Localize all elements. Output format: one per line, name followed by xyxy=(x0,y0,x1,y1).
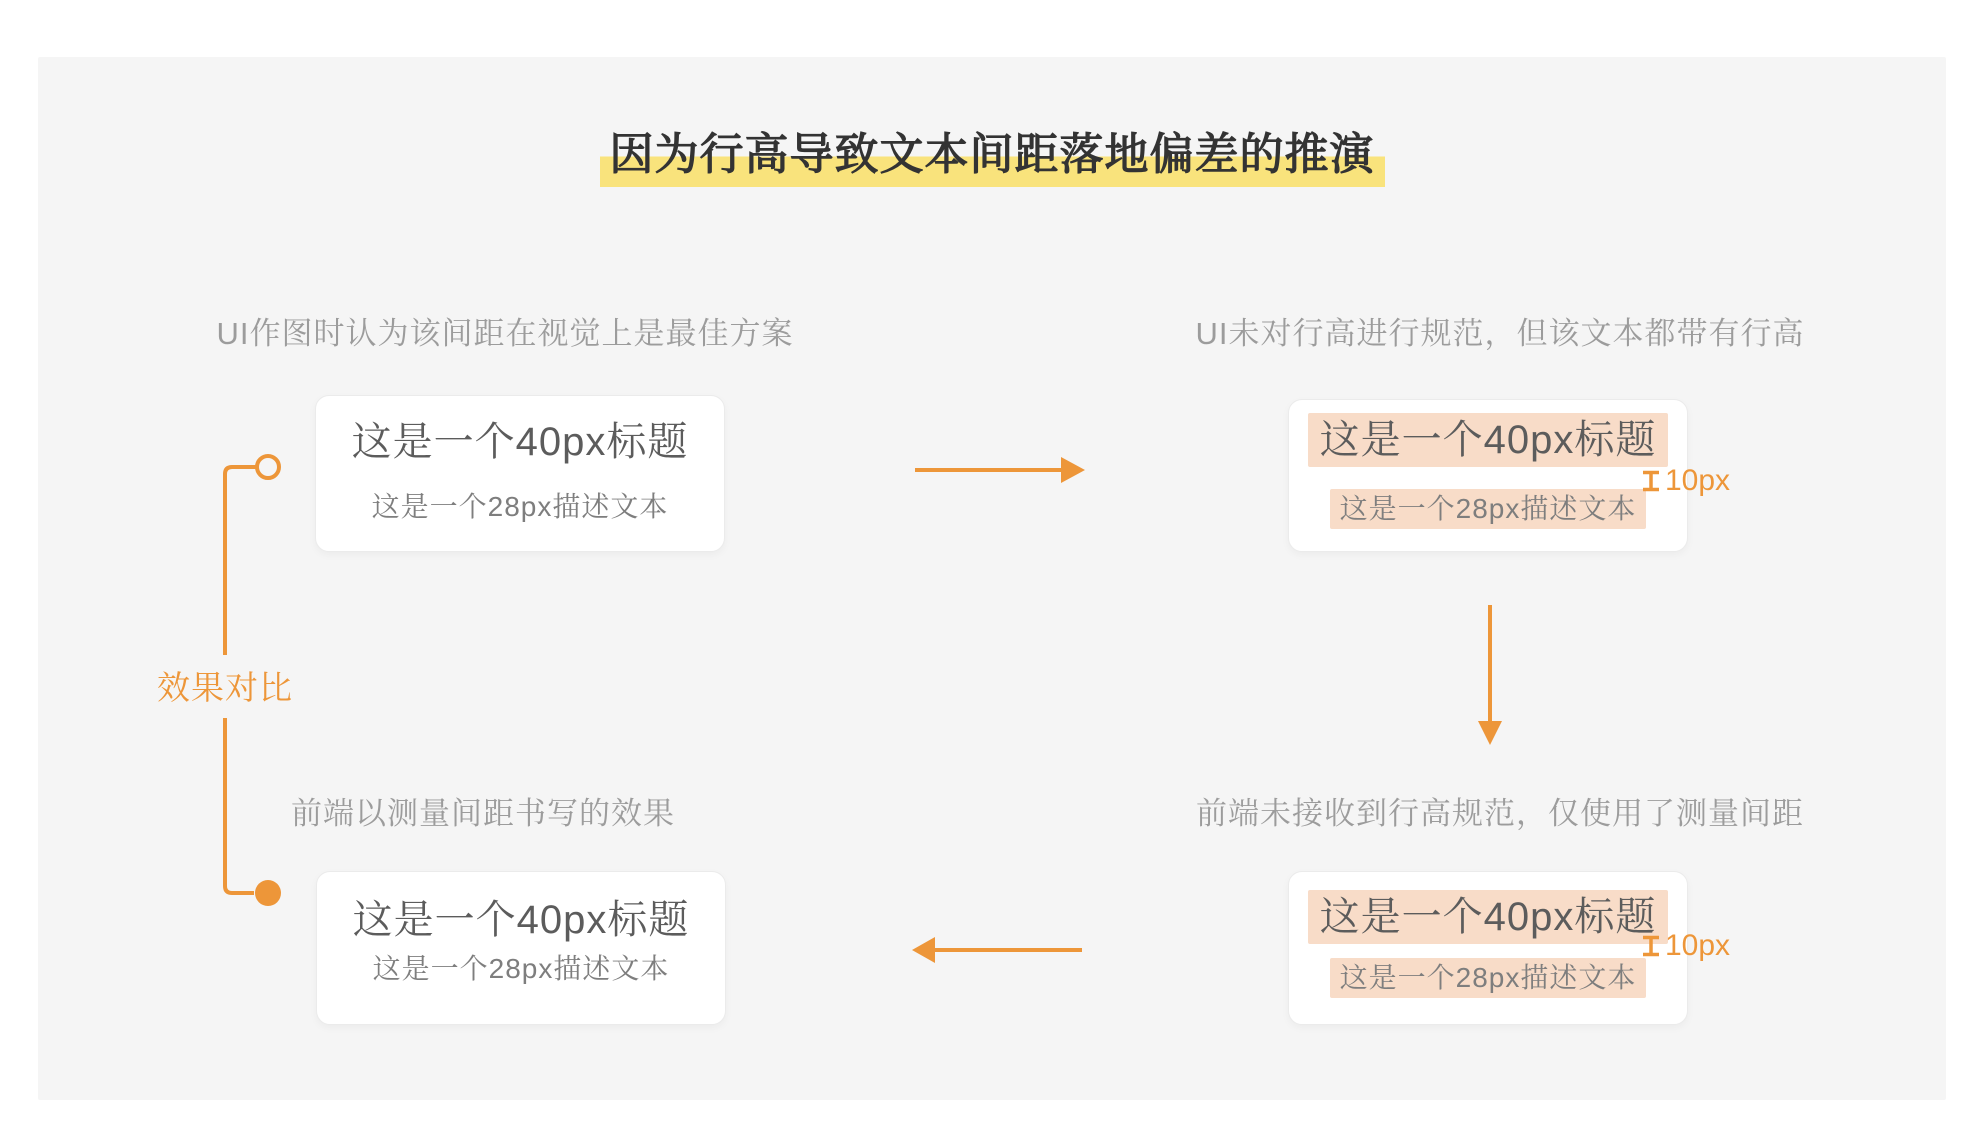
caption-bottom-left: 前端以测量间距书写的效果 xyxy=(291,796,675,831)
page-title-highlight: 因为行高导致文本间距落地偏差的推演 xyxy=(600,118,1385,187)
caption-top-right: UI未对行高进行规范，但该文本都带有行高 xyxy=(1195,316,1805,351)
arrow-down-icon xyxy=(1470,595,1510,755)
card-ui-lineheight xyxy=(1288,399,1688,552)
gap-annotation-bottom-right xyxy=(1640,929,1730,963)
card-title-text-highlighted: 这是一个40px标题 xyxy=(1308,890,1669,944)
card-frontend-lineheight xyxy=(1288,871,1688,1025)
page-title xyxy=(38,118,1946,187)
card-ui-design xyxy=(315,395,725,552)
card-title-text-highlighted: 这是一个40px标题 xyxy=(1308,413,1669,467)
bracket-open-circle xyxy=(257,456,279,478)
arrow-left-icon xyxy=(900,930,1095,970)
gap-annotation-top-right xyxy=(1640,464,1730,498)
measure-gap-icon xyxy=(1640,469,1662,493)
measure-gap-icon xyxy=(1640,934,1662,958)
card-title-text: 这是一个40px标题 xyxy=(351,420,689,464)
card-title-text: 这是一个40px标题 xyxy=(352,898,690,942)
gap-value-label: 10px xyxy=(1665,464,1731,497)
caption-top-left: UI作图时认为该间距在视觉上是最佳方案 xyxy=(216,316,794,351)
card-desc-text-highlighted: 这是一个28px描述文本 xyxy=(1330,489,1647,529)
card-desc-text: 这是一个28px描述文本 xyxy=(372,953,670,984)
card-desc-text-highlighted: 这是一个28px描述文本 xyxy=(1330,958,1647,998)
bracket-filled-circle xyxy=(255,880,281,906)
card-desc-text: 这是一个28px描述文本 xyxy=(371,491,669,522)
caption-bottom-right: 前端未接收到行高规范，仅使用了测量间距 xyxy=(1196,796,1804,831)
compare-label: 效果对比 xyxy=(157,669,293,706)
gap-value-label: 10px xyxy=(1665,929,1731,962)
arrow-right-icon xyxy=(905,450,1095,490)
card-frontend-result xyxy=(316,871,726,1025)
